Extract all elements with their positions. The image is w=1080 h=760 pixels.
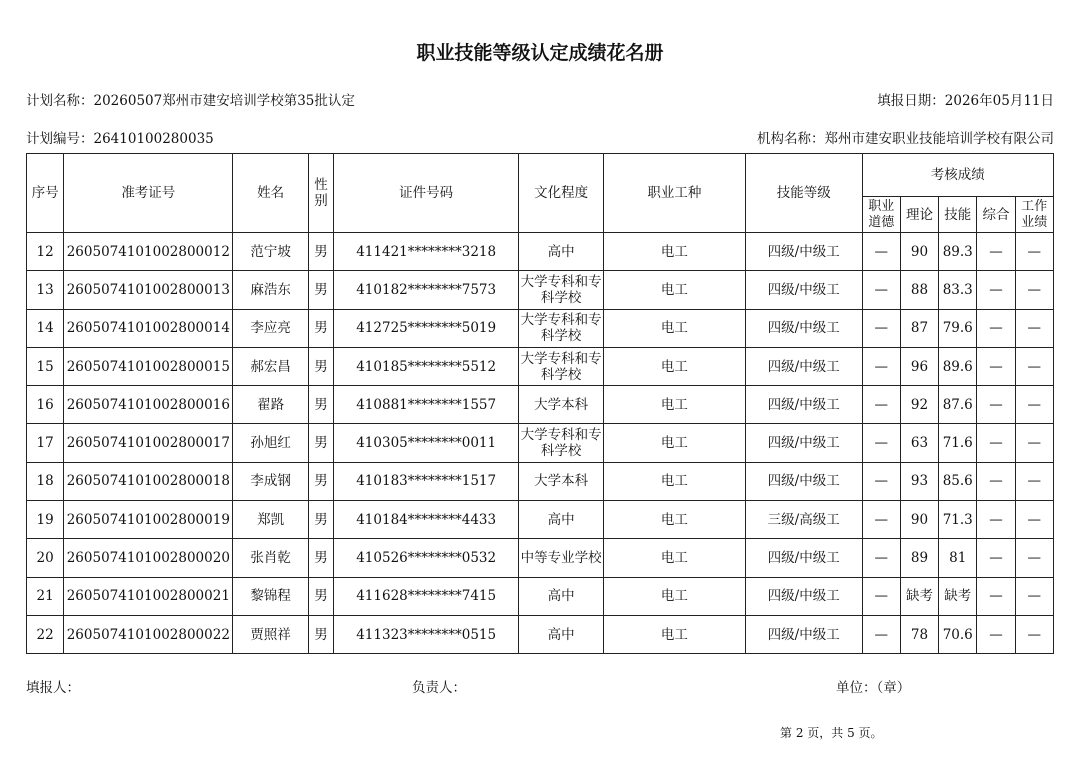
cell-skill: 缺考 (939, 577, 977, 615)
cell-id-number: 410182********7573 (334, 271, 519, 309)
cell-name: 李成钢 (233, 462, 309, 500)
cell-id-number: 410305********0011 (334, 424, 519, 462)
cell-ethics: — (862, 386, 900, 424)
cell-id-number: 410183********1517 (334, 462, 519, 500)
cell-education: 大学专科和专科学校 (519, 309, 604, 347)
page-title: 职业技能等级认定成绩花名册 (416, 42, 664, 64)
cell-seq: 17 (27, 424, 64, 462)
cell-ticket-number: 2605074101002800020 (64, 539, 233, 577)
cell-name: 麻浩东 (233, 271, 309, 309)
cell-seq: 13 (27, 271, 64, 309)
roster-body (27, 233, 1054, 654)
score-roster-table (26, 153, 1054, 654)
header-id-number: 证件号码 (334, 154, 519, 233)
cell-seq: 15 (27, 347, 64, 385)
cell-education: 高中 (519, 233, 604, 271)
header-skill-level: 技能等级 (745, 154, 862, 233)
cell-work-performance: — (1015, 577, 1053, 615)
cell-occupation: 电工 (603, 271, 745, 309)
plan-name: 计划名称：20260507郑州市建安培训学校第35批认定 (26, 93, 355, 109)
cell-theory: 缺考 (900, 577, 938, 615)
cell-theory: 92 (900, 386, 938, 424)
cell-education: 大学专科和专科学校 (519, 347, 604, 385)
cell-skill-level: 三级/高级工 (745, 501, 862, 539)
cell-work-performance: — (1015, 615, 1053, 653)
cell-id-number: 410184********4433 (334, 501, 519, 539)
cell-gender: 男 (308, 615, 333, 653)
cell-ethics: — (862, 424, 900, 462)
header-ethics: 职业道德 (862, 197, 900, 233)
cell-occupation: 电工 (603, 615, 745, 653)
header-overall: 综合 (977, 197, 1015, 233)
cell-seq: 20 (27, 539, 64, 577)
header-seq: 序号 (27, 154, 64, 233)
cell-name: 张肖乾 (233, 539, 309, 577)
cell-occupation: 电工 (603, 386, 745, 424)
cell-skill: 89.6 (939, 347, 977, 385)
cell-education: 大学本科 (519, 386, 604, 424)
cell-ticket-number: 2605074101002800022 (64, 615, 233, 653)
cell-theory: 96 (900, 347, 938, 385)
filler-label: 填报人： (26, 680, 80, 696)
cell-id-number: 411421********3218 (334, 233, 519, 271)
cell-ethics: — (862, 462, 900, 500)
header-scores: 考核成绩 (862, 154, 1053, 197)
unit-seal-label: 单位：（章） (836, 680, 911, 696)
header-work-performance: 工作业绩 (1015, 197, 1053, 233)
cell-seq: 14 (27, 309, 64, 347)
cell-id-number: 411323********0515 (334, 615, 519, 653)
table-row (27, 501, 1054, 539)
cell-theory: 90 (900, 233, 938, 271)
cell-education: 高中 (519, 615, 604, 653)
cell-education: 大学专科和专科学校 (519, 424, 604, 462)
cell-skill-level: 四级/中级工 (745, 309, 862, 347)
cell-education: 大学专科和专科学校 (519, 271, 604, 309)
cell-overall: — (977, 347, 1015, 385)
cell-gender: 男 (308, 501, 333, 539)
cell-seq: 19 (27, 501, 64, 539)
cell-overall: — (977, 386, 1015, 424)
cell-id-number: 410881********1557 (334, 386, 519, 424)
cell-skill-level: 四级/中级工 (745, 615, 862, 653)
cell-seq: 21 (27, 577, 64, 615)
cell-seq: 16 (27, 386, 64, 424)
cell-overall: — (977, 462, 1015, 500)
cell-name: 郑凯 (233, 501, 309, 539)
cell-occupation: 电工 (603, 539, 745, 577)
cell-skill-level: 四级/中级工 (745, 233, 862, 271)
cell-gender: 男 (308, 347, 333, 385)
cell-theory: 63 (900, 424, 938, 462)
cell-id-number: 410185********5512 (334, 347, 519, 385)
cell-education: 高中 (519, 577, 604, 615)
cell-theory: 78 (900, 615, 938, 653)
cell-gender: 男 (308, 424, 333, 462)
cell-gender: 男 (308, 577, 333, 615)
cell-overall: — (977, 577, 1015, 615)
cell-occupation: 电工 (603, 577, 745, 615)
cell-name: 范宁坡 (233, 233, 309, 271)
cell-ethics: — (862, 347, 900, 385)
cell-theory: 88 (900, 271, 938, 309)
header-theory: 理论 (900, 197, 938, 233)
cell-education: 大学本科 (519, 462, 604, 500)
cell-skill: 81 (939, 539, 977, 577)
cell-occupation: 电工 (603, 347, 745, 385)
cell-skill: 71.3 (939, 501, 977, 539)
report-date: 填报日期：2026年05月11日 (877, 93, 1054, 109)
cell-occupation: 电工 (603, 309, 745, 347)
cell-ticket-number: 2605074101002800016 (64, 386, 233, 424)
cell-ethics: — (862, 577, 900, 615)
cell-ticket-number: 2605074101002800017 (64, 424, 233, 462)
cell-ticket-number: 2605074101002800018 (64, 462, 233, 500)
cell-skill: 87.6 (939, 386, 977, 424)
table-row (27, 347, 1054, 385)
responsible-label: 负责人： (412, 680, 466, 696)
cell-id-number: 412725********5019 (334, 309, 519, 347)
plan-number: 计划编号：26410100280035 (26, 131, 214, 147)
cell-ethics: — (862, 501, 900, 539)
cell-seq: 22 (27, 615, 64, 653)
header-skill: 技能 (939, 197, 977, 233)
cell-overall: — (977, 539, 1015, 577)
cell-skill: 89.3 (939, 233, 977, 271)
table-row (27, 271, 1054, 309)
table-row (27, 424, 1054, 462)
cell-occupation: 电工 (603, 424, 745, 462)
cell-overall: — (977, 233, 1015, 271)
cell-work-performance: — (1015, 347, 1053, 385)
cell-overall: — (977, 615, 1015, 653)
cell-name: 李应亮 (233, 309, 309, 347)
header-ticket-number: 准考证号 (64, 154, 233, 233)
cell-gender: 男 (308, 462, 333, 500)
cell-ethics: — (862, 309, 900, 347)
table-row (27, 539, 1054, 577)
cell-ethics: — (862, 615, 900, 653)
cell-ticket-number: 2605074101002800021 (64, 577, 233, 615)
cell-gender: 男 (308, 233, 333, 271)
cell-work-performance: — (1015, 539, 1053, 577)
cell-ticket-number: 2605074101002800019 (64, 501, 233, 539)
cell-skill: 71.6 (939, 424, 977, 462)
cell-gender: 男 (308, 309, 333, 347)
header-occupation: 职业工种 (603, 154, 745, 233)
cell-occupation: 电工 (603, 501, 745, 539)
header-gender: 性别 (308, 154, 333, 233)
cell-seq: 18 (27, 462, 64, 500)
cell-ticket-number: 2605074101002800012 (64, 233, 233, 271)
cell-name: 郝宏昌 (233, 347, 309, 385)
cell-id-number: 411628********7415 (334, 577, 519, 615)
header-education: 文化程度 (519, 154, 604, 233)
page-number: 第 2 页，共 5 页。 (780, 726, 883, 740)
cell-skill: 83.3 (939, 271, 977, 309)
cell-skill-level: 四级/中级工 (745, 271, 862, 309)
cell-education: 中等专业学校 (519, 539, 604, 577)
cell-ticket-number: 2605074101002800013 (64, 271, 233, 309)
cell-gender: 男 (308, 386, 333, 424)
cell-skill-level: 四级/中级工 (745, 347, 862, 385)
cell-skill-level: 四级/中级工 (745, 424, 862, 462)
cell-ethics: — (862, 271, 900, 309)
cell-work-performance: — (1015, 424, 1053, 462)
cell-ticket-number: 2605074101002800014 (64, 309, 233, 347)
cell-skill-level: 四级/中级工 (745, 462, 862, 500)
cell-name: 贾照祥 (233, 615, 309, 653)
cell-name: 黎锦程 (233, 577, 309, 615)
cell-ticket-number: 2605074101002800015 (64, 347, 233, 385)
table-row (27, 462, 1054, 500)
cell-gender: 男 (308, 271, 333, 309)
cell-skill: 70.6 (939, 615, 977, 653)
cell-ethics: — (862, 233, 900, 271)
cell-theory: 89 (900, 539, 938, 577)
table-row (27, 233, 1054, 271)
cell-work-performance: — (1015, 233, 1053, 271)
cell-skill: 79.6 (939, 309, 977, 347)
table-row (27, 386, 1054, 424)
cell-name: 翟路 (233, 386, 309, 424)
cell-work-performance: — (1015, 309, 1053, 347)
cell-skill-level: 四级/中级工 (745, 386, 862, 424)
cell-overall: — (977, 501, 1015, 539)
cell-skill-level: 四级/中级工 (745, 539, 862, 577)
cell-id-number: 410526********0532 (334, 539, 519, 577)
cell-work-performance: — (1015, 462, 1053, 500)
cell-overall: — (977, 309, 1015, 347)
cell-gender: 男 (308, 539, 333, 577)
table-row (27, 615, 1054, 653)
cell-name: 孙旭红 (233, 424, 309, 462)
cell-occupation: 电工 (603, 233, 745, 271)
table-row (27, 309, 1054, 347)
cell-theory: 87 (900, 309, 938, 347)
cell-overall: — (977, 271, 1015, 309)
cell-overall: — (977, 424, 1015, 462)
cell-ethics: — (862, 539, 900, 577)
table-row (27, 577, 1054, 615)
organization-name: 机构名称：郑州市建安职业技能培训学校有限公司 (757, 131, 1054, 147)
cell-work-performance: — (1015, 386, 1053, 424)
cell-skill-level: 四级/中级工 (745, 577, 862, 615)
cell-theory: 90 (900, 501, 938, 539)
cell-occupation: 电工 (603, 462, 745, 500)
cell-work-performance: — (1015, 501, 1053, 539)
header-name: 姓名 (233, 154, 309, 233)
cell-seq: 12 (27, 233, 64, 271)
cell-work-performance: — (1015, 271, 1053, 309)
cell-education: 高中 (519, 501, 604, 539)
cell-skill: 85.6 (939, 462, 977, 500)
cell-theory: 93 (900, 462, 938, 500)
